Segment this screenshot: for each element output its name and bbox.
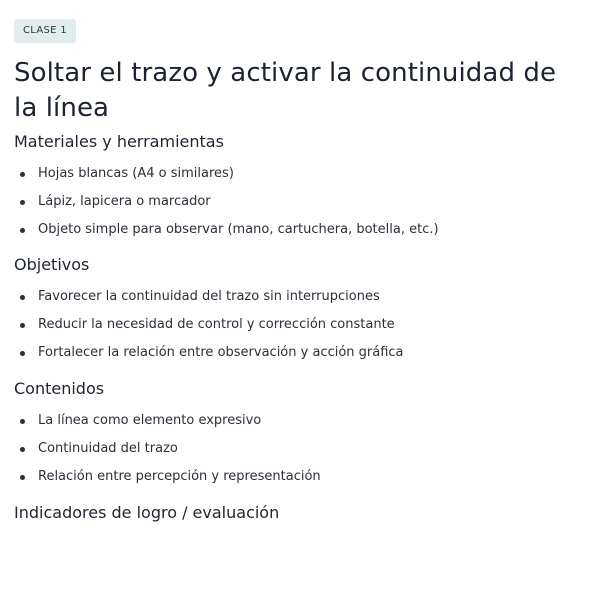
materials-list — [14, 165, 584, 239]
list-item-text: Fortalecer la relación entre observación y acción gráfica — [38, 345, 404, 360]
section-heading-objetivos: Objetivos — [14, 255, 90, 274]
list-item-text: Objeto simple para observar (mano, cartuchera, botella, etc.) — [38, 222, 439, 237]
list-item-text: La línea como elemento expresivo — [38, 413, 262, 428]
section-heading-contenidos: Contenidos — [14, 379, 105, 398]
list-item — [14, 165, 584, 183]
page-title: Soltar el trazo y activar la continuidad de la línea — [14, 58, 557, 123]
list-item-text: Hojas blancas (A4 o similares) — [38, 166, 234, 181]
list-item — [14, 412, 584, 430]
list-item-text: Relación entre percepción y representación — [38, 469, 321, 484]
list-item — [14, 440, 584, 458]
bullet-icon — [20, 295, 25, 300]
list-item — [14, 221, 584, 239]
list-item — [14, 468, 584, 486]
bullet-icon — [20, 200, 25, 205]
contents-list — [14, 412, 584, 486]
bullet-icon — [20, 228, 25, 233]
list-item — [14, 193, 584, 211]
bullet-icon — [20, 323, 25, 328]
section-heading-materiales: Materiales y herramientas — [14, 132, 224, 151]
class-badge: CLASE 1 — [14, 19, 76, 43]
list-item — [14, 288, 584, 306]
list-item-text: Continuidad del trazo — [38, 441, 178, 456]
list-item — [14, 316, 584, 334]
bullet-icon — [20, 475, 25, 480]
bullet-icon — [20, 172, 25, 177]
bullet-icon — [20, 419, 25, 424]
list-item-text: Lápiz, lapicera o marcador — [38, 194, 211, 209]
section-heading-indicadores: Indicadores de logro / evaluación — [14, 503, 280, 522]
bullet-icon — [20, 447, 25, 452]
list-item — [14, 344, 584, 362]
bullet-icon — [20, 351, 25, 356]
objectives-list — [14, 288, 584, 362]
list-item-text: Favorecer la continuidad del trazo sin interrupciones — [38, 289, 380, 304]
list-item-text: Reducir la necesidad de control y corrección constante — [38, 317, 395, 332]
